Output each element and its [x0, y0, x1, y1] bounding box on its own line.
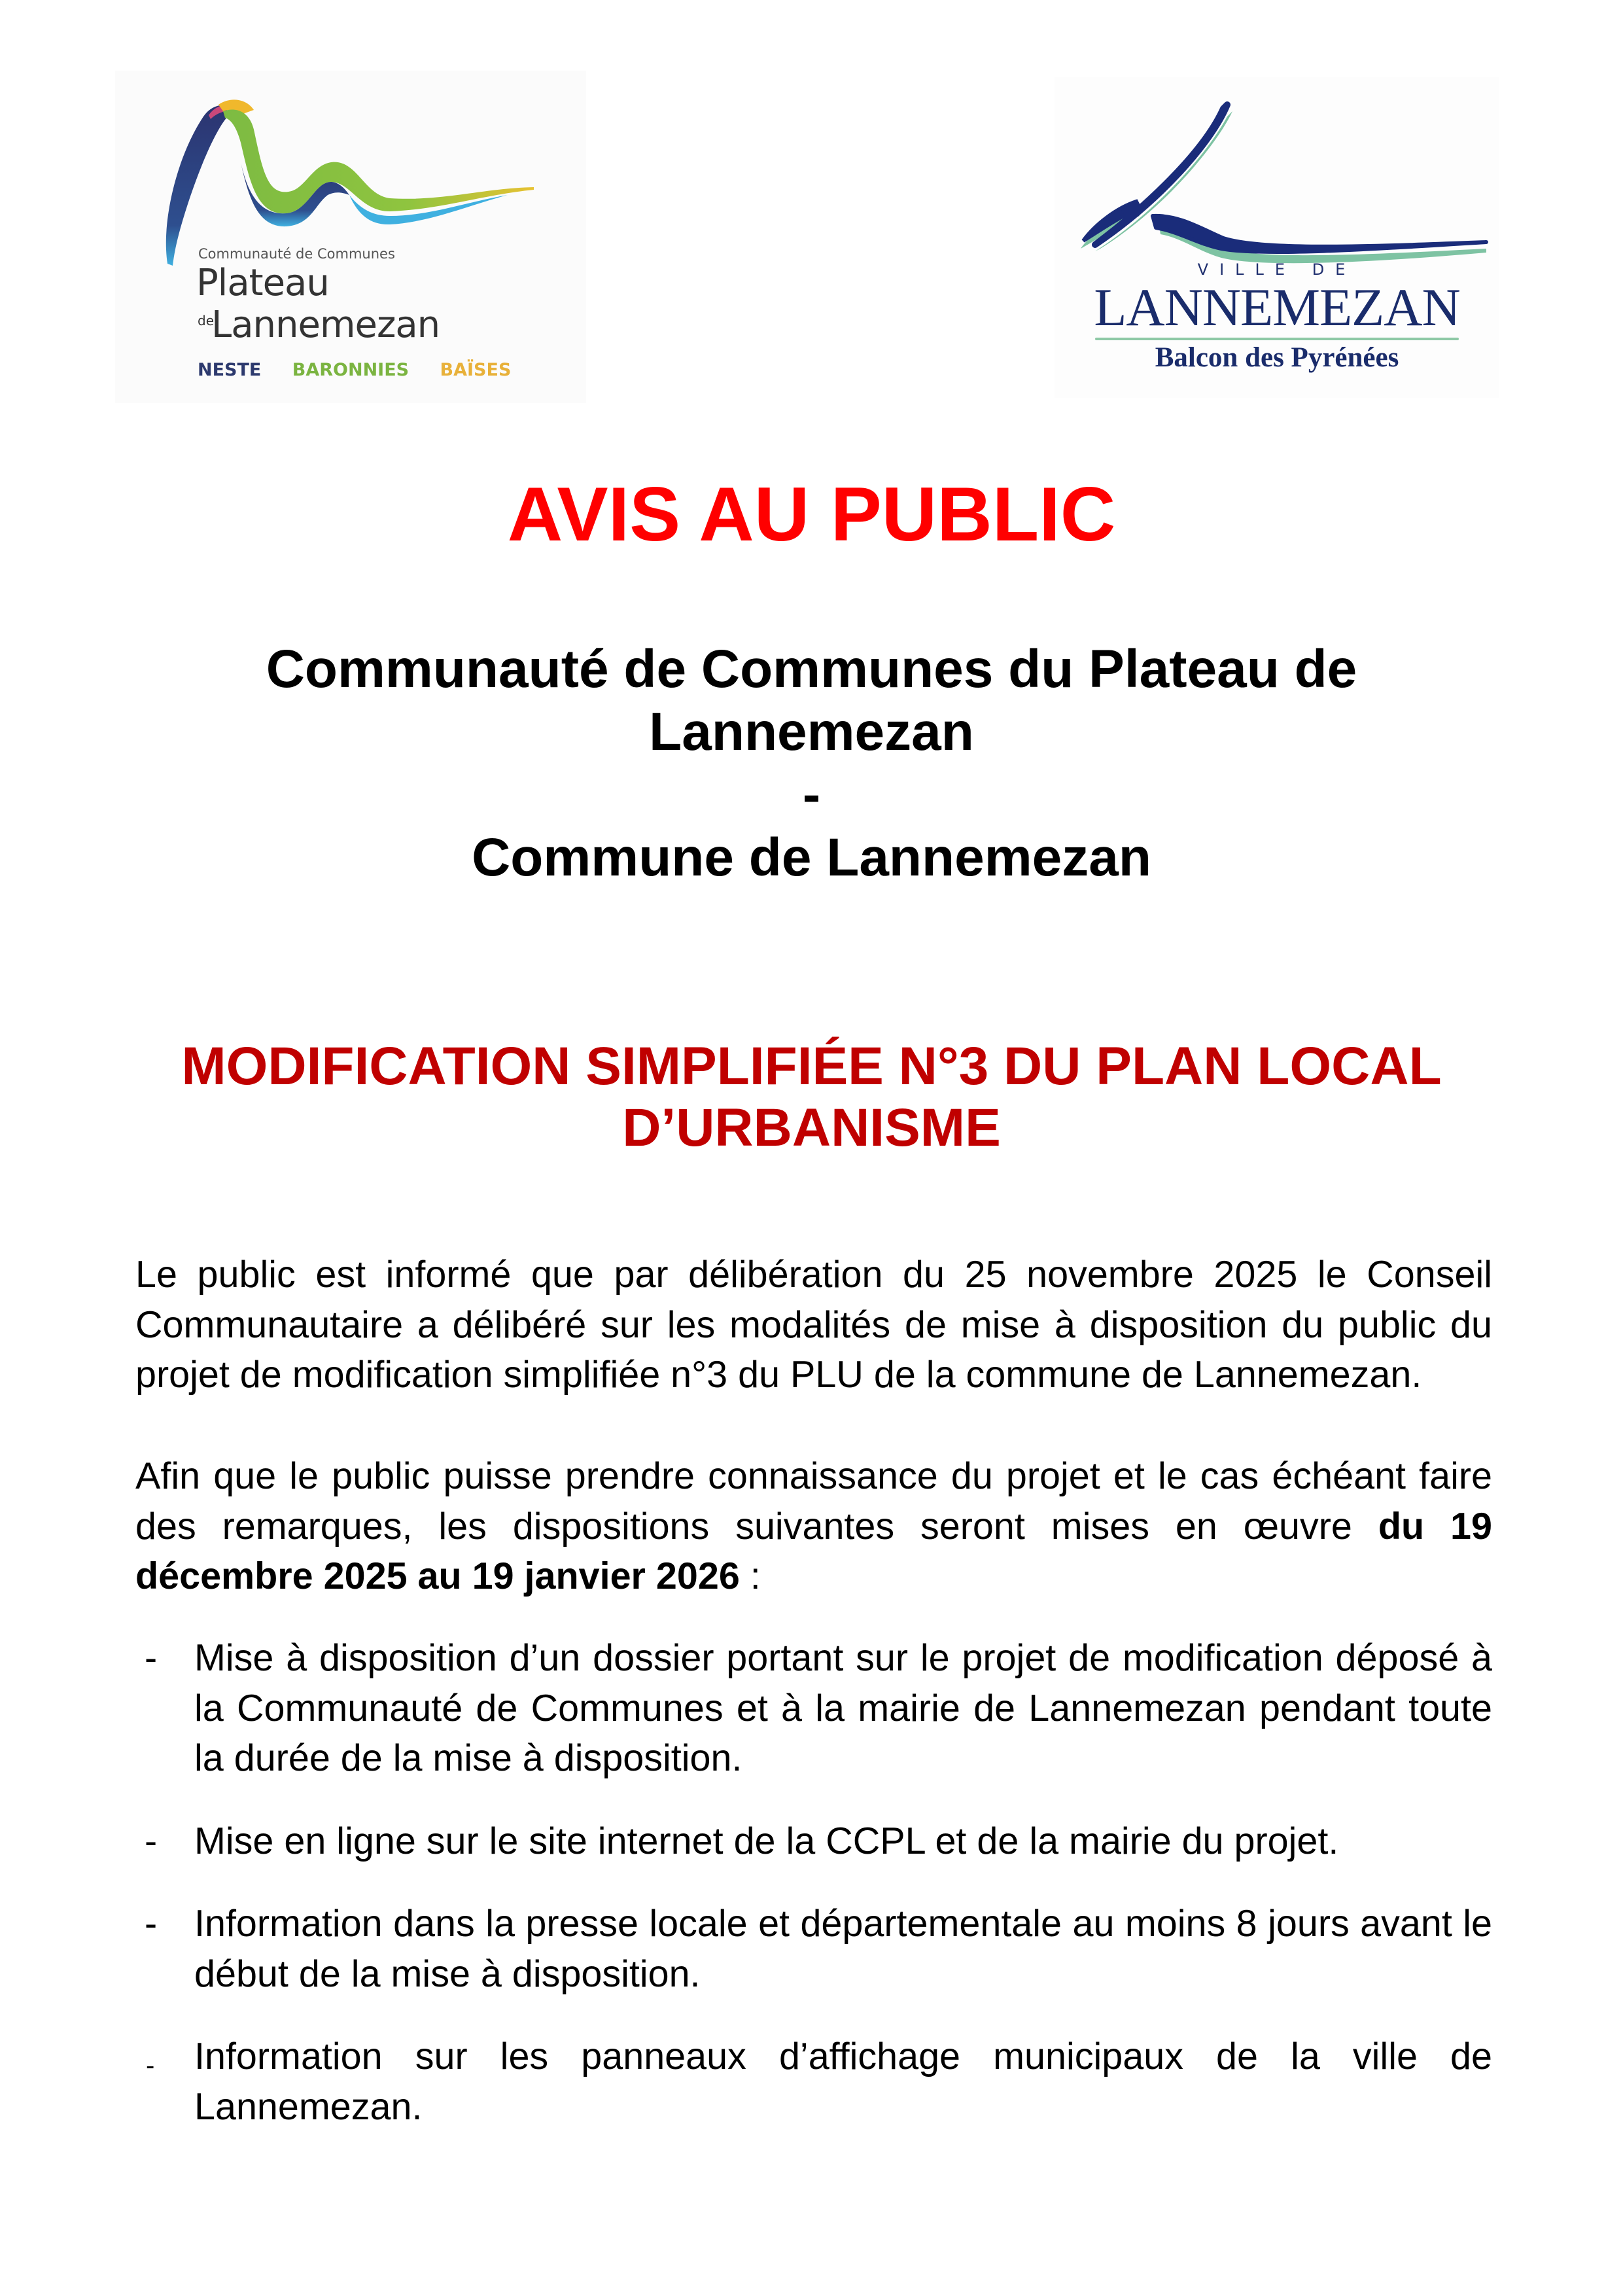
ccpl-logo-lannemezan: Lannemezan — [211, 304, 440, 346]
ccpl-logo-small-text: Communauté de Communes — [198, 246, 395, 262]
logo-ccpl — [115, 71, 586, 403]
list-item-text: Information dans la presse locale et départementale au moins 8 jours avant le début de la mise à disposition. — [194, 1903, 1492, 1995]
procedure-heading-line-2: D’URBANISME — [622, 1098, 1001, 1157]
paragraph-dispositions — [135, 1451, 1492, 1602]
ccpl-tag-baronnies: BARONNIES — [292, 360, 410, 380]
list-item-text: Information sur les panneaux d’affichage municipaux de la ville de Lannemezan. — [194, 2036, 1492, 2128]
bullet-dash-icon: - — [146, 2051, 155, 2080]
bullet-dash-icon: - — [145, 1903, 158, 1945]
ccpl-tag-neste: NESTE — [198, 360, 262, 380]
notice-title: AVIS AU PUBLIC — [507, 471, 1116, 557]
ccpl-logo-tags — [198, 360, 536, 380]
list-item — [135, 1816, 1492, 1867]
issuer-line-3: Commune de Lannemezan — [472, 828, 1151, 887]
dispositions-list — [135, 1633, 1492, 2132]
paragraph-deliberation: Le public est informé que par délibération du 25 novembre 2025 le Conseil Communautaire a délibéré sur les modalités de mise à disposition du public du projet de modification simplifiée n°3 du PLU de la commune de Lannemezan. — [135, 1254, 1492, 1396]
bullet-dash-icon: - — [145, 1820, 158, 1862]
ville-logo-ville-de: VILLE DE — [1197, 260, 1357, 279]
list-item — [135, 2032, 1492, 2132]
ville-logo-tagline: Balcon des Pyrénées — [1155, 342, 1399, 373]
ccpl-wave-icon — [115, 71, 586, 403]
issuer-line-1: Communauté de Communes du Plateau de — [266, 639, 1357, 699]
list-item — [135, 1633, 1492, 1784]
issuer-separator: - — [802, 765, 821, 824]
logo-ville-lannemezan — [1055, 77, 1499, 398]
availability-period: du 19 décembre 2025 au 19 janvier 2026 — [135, 1505, 1492, 1597]
procedure-heading — [0, 1036, 1623, 1159]
issuer-block — [0, 638, 1623, 889]
list-item-text: Mise en ligne sur le site internet de la CCPL et de la mairie du projet. — [194, 1820, 1339, 1862]
paragraph-dispositions-suffix: : — [739, 1555, 761, 1597]
list-item-text: Mise à disposition d’un dossier portant sur le projet de modification déposé à la Communauté de Communes et à la mairie de Lannemezan pendant toute la durée de la mise à disposition. — [194, 1637, 1492, 1779]
list-item — [135, 1899, 1492, 1999]
ccpl-tag-baises: BAÏSES — [440, 360, 512, 380]
paragraph-dispositions-text: Afin que le public puisse prendre connaissance du projet et le cas échéant faire des remarques, les dispositions suivantes seront mises en œuvre — [135, 1455, 1492, 1547]
procedure-heading-line-1: MODIFICATION SIMPLIFIÉE N°3 DU PLAN LOCAL — [181, 1036, 1442, 1096]
ccpl-logo-de: de — [198, 313, 214, 328]
ville-logo-divider — [1095, 338, 1459, 340]
ville-logo-name: LANNEMEZAN — [1094, 277, 1460, 337]
ccpl-logo-plateau: Plateau — [196, 262, 329, 304]
issuer-line-2: Lannemezan — [649, 702, 974, 762]
bullet-dash-icon: - — [145, 1637, 158, 1679]
